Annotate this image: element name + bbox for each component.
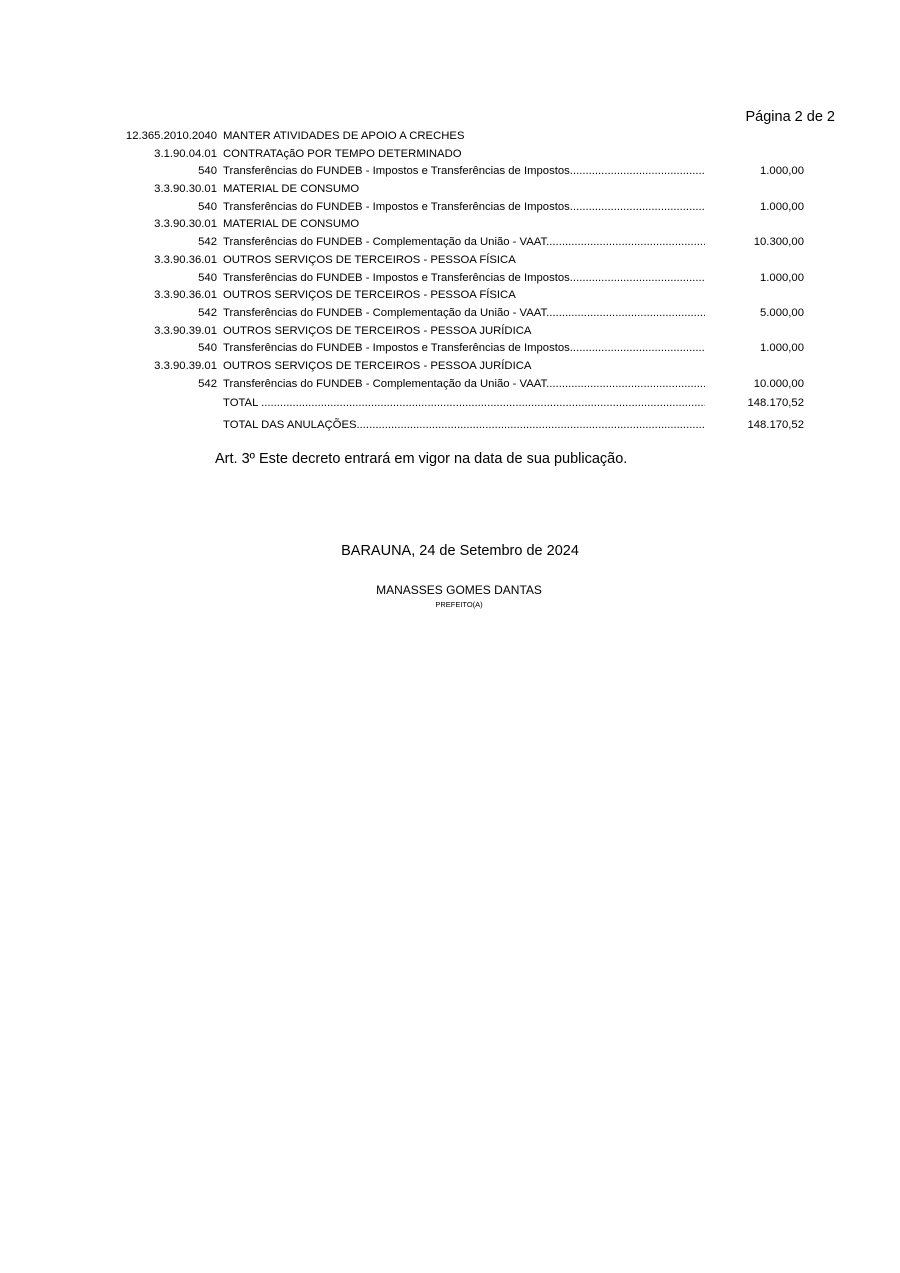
- amount: 1.000,00: [760, 342, 804, 355]
- article-text: Art. 3º Este decreto entrará em vigor na data de sua publicação.: [215, 451, 628, 467]
- element-code: 3.3.90.36.01: [154, 289, 217, 302]
- program-row: [0, 128, 900, 146]
- annulments-total-row: [0, 415, 900, 437]
- annulments-total-label: TOTAL DAS ANULAÇÕES .....: [223, 415, 705, 435]
- signer-name: MANASSES GOMES DANTAS: [376, 583, 542, 597]
- program-code: 12.365.2010.2040: [125, 130, 217, 142]
- budget-table: [0, 128, 900, 437]
- page-number: Página 2 de 2: [745, 109, 835, 125]
- source-title: Transferências do FUNDEB - Impostos e Transferências de Impostos .....: [223, 270, 705, 288]
- source-code: 542: [198, 236, 217, 249]
- source-title: Transferências do FUNDEB - Complementação da União - VAAT .....: [223, 234, 705, 252]
- element-row: [0, 252, 900, 270]
- source-row: [0, 270, 900, 288]
- source-code: 542: [198, 306, 217, 319]
- source-code: 540: [198, 165, 217, 178]
- amount: 1.000,00: [760, 271, 804, 284]
- element-title: OUTROS SERVIÇOS DE TERCEIROS - PESSOA FÍSICA: [223, 289, 516, 302]
- element-title: OUTROS SERVIÇOS DE TERCEIROS - PESSOA JURÍDICA: [223, 359, 532, 372]
- element-row: [0, 181, 900, 199]
- program-title: MANTER ATIVIDADES DE APOIO A CRECHES: [223, 130, 465, 142]
- source-row: [0, 305, 900, 323]
- element-code: 3.3.90.39.01: [154, 359, 217, 372]
- element-code: 3.3.90.30.01: [154, 218, 217, 231]
- source-code: 542: [198, 377, 217, 390]
- source-row: [0, 340, 900, 358]
- element-code: 3.3.90.39.01: [154, 324, 217, 337]
- element-title: OUTROS SERVIÇOS DE TERCEIROS - PESSOA FÍSICA: [223, 253, 516, 266]
- source-code: 540: [198, 200, 217, 213]
- place-date: BARAUNA, 24 de Setembro de 2024: [341, 543, 579, 559]
- total-label: TOTAL .....: [223, 393, 705, 413]
- element-row: [0, 216, 900, 234]
- element-code: 3.3.90.30.01: [154, 183, 217, 196]
- element-title: MATERIAL DE CONSUMO: [223, 183, 360, 196]
- element-row: [0, 323, 900, 341]
- source-code: 540: [198, 271, 217, 284]
- element-row: [0, 146, 900, 164]
- source-title: Transferências do FUNDEB - Complementação da União - VAAT .....: [223, 376, 705, 394]
- element-title: OUTROS SERVIÇOS DE TERCEIROS - PESSOA JURÍDICA: [223, 324, 532, 337]
- amount: 5.000,00: [760, 306, 804, 319]
- source-title: Transferências do FUNDEB - Impostos e Transferências de Impostos .....: [223, 199, 705, 217]
- source-row: [0, 376, 900, 394]
- element-title: MATERIAL DE CONSUMO: [223, 218, 360, 231]
- element-code: 3.3.90.36.01: [154, 253, 217, 266]
- total-row: [0, 393, 900, 415]
- source-row: [0, 163, 900, 181]
- source-code: 540: [198, 342, 217, 355]
- source-title: Transferências do FUNDEB - Impostos e Transferências de Impostos .....: [223, 340, 705, 358]
- element-row: [0, 287, 900, 305]
- total-value: 148.170,52: [747, 397, 804, 410]
- element-title: CONTRATAçãO POR TEMPO DETERMINADO: [223, 147, 462, 160]
- source-row: [0, 199, 900, 217]
- source-row: [0, 234, 900, 252]
- element-code: 3.1.90.04.01: [154, 147, 217, 160]
- amount: 10.000,00: [753, 377, 804, 390]
- signer-role: PREFEITO(A): [435, 600, 483, 609]
- amount: 10.300,00: [753, 236, 804, 249]
- source-title: Transferências do FUNDEB - Complementação da União - VAAT .....: [223, 305, 705, 323]
- amount: 1.000,00: [760, 165, 804, 178]
- element-row: [0, 358, 900, 376]
- amount: 1.000,00: [760, 200, 804, 213]
- annulments-total-value: 148.170,52: [747, 419, 804, 432]
- source-title: Transferências do FUNDEB - Impostos e Transferências de Impostos .....: [223, 163, 705, 181]
